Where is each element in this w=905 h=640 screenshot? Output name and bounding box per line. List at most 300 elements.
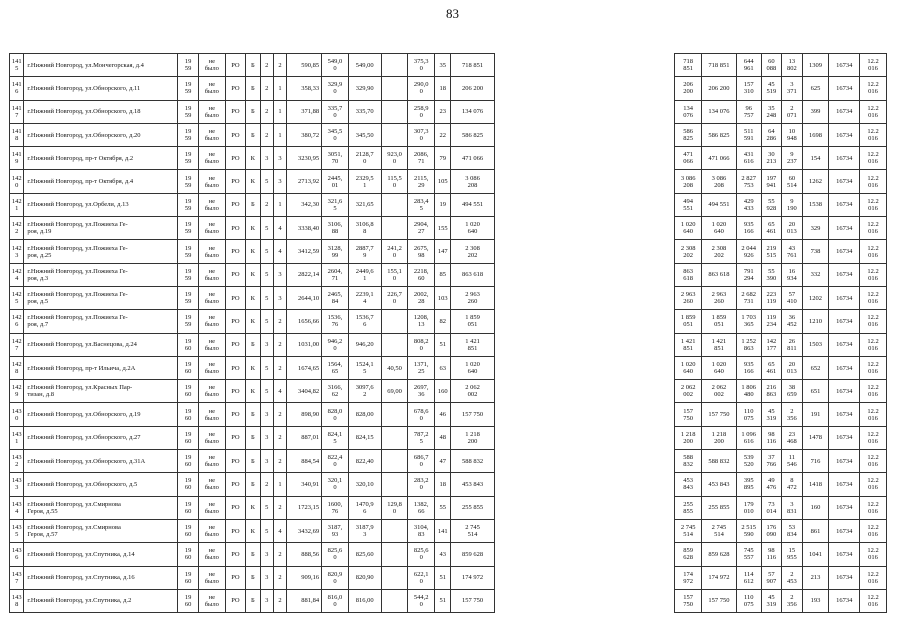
table-cell	[494, 426, 675, 449]
table-cell: 342,30	[287, 193, 322, 216]
table-cell: 863 618	[451, 263, 494, 286]
table-cell: 1 421 851	[702, 333, 737, 356]
table-cell: 55 390	[761, 263, 782, 286]
table-cell: 824,1 5	[322, 426, 349, 449]
table-cell: 63	[435, 356, 451, 379]
table-cell: РО	[225, 123, 246, 146]
table-cell: 307,3 0	[408, 123, 435, 146]
table-cell: 19 59	[178, 147, 199, 170]
table-cell: 2	[260, 100, 273, 123]
table-cell: 143 4	[10, 496, 24, 519]
table-cell: 12.2 016	[860, 450, 887, 473]
table-cell: 3 086 208	[675, 170, 702, 193]
table-cell	[381, 543, 408, 566]
table-cell: 142 9	[10, 380, 24, 403]
table-cell: 825,60	[348, 543, 381, 566]
table-cell: 19 59	[178, 54, 199, 77]
table-cell: Б	[246, 77, 260, 100]
table-cell: 2713,92	[287, 170, 322, 193]
table-cell: 142 5	[10, 286, 24, 309]
table-cell: 134 076	[702, 100, 737, 123]
table-cell: 2239,1 4	[348, 286, 381, 309]
table-cell: 5	[260, 217, 273, 240]
table-row	[10, 77, 887, 100]
table-cell: 329,9 0	[322, 77, 349, 100]
table-cell: не было	[198, 519, 225, 542]
table-cell: 9 190	[782, 193, 803, 216]
table-cell: не было	[198, 286, 225, 309]
table-cell: 822,4 0	[322, 450, 349, 473]
table-cell: 10 948	[782, 123, 803, 146]
table-cell: 345,5 0	[322, 123, 349, 146]
table-cell: К	[246, 496, 260, 519]
table-cell: К	[246, 240, 260, 263]
table-cell: РО	[225, 100, 246, 123]
table-cell: 16734	[829, 566, 860, 589]
table-cell: 3412,59	[287, 240, 322, 263]
table-cell	[494, 100, 675, 123]
table-cell: 157 750	[702, 403, 737, 426]
table-cell: 143 2	[10, 450, 24, 473]
table-cell: 622,1 0	[408, 566, 435, 589]
table-cell: не было	[198, 54, 225, 77]
table-cell: 3	[273, 263, 286, 286]
table-cell: 1 859 051	[675, 310, 702, 333]
table-cell: 12.2 016	[860, 589, 887, 612]
table-cell: 12.2 016	[860, 426, 887, 449]
table-cell: 119 234	[761, 310, 782, 333]
table-cell: Б	[246, 566, 260, 589]
table-cell: 12.2 016	[860, 77, 887, 100]
table-cell: 2	[260, 77, 273, 100]
table-cell	[381, 519, 408, 542]
table-cell: РО	[225, 147, 246, 170]
table-row	[10, 217, 887, 240]
table-cell: 863 618	[675, 263, 702, 286]
table-cell: 143 8	[10, 589, 24, 612]
table-cell: 12.2 016	[860, 380, 887, 403]
table-cell: 35	[435, 54, 451, 77]
table-cell: 651	[802, 380, 829, 403]
table-cell: 2	[273, 426, 286, 449]
table-cell: 47	[435, 450, 451, 473]
table-cell: 1 020 640	[451, 356, 494, 379]
table-cell: 1382, 66	[408, 496, 435, 519]
table-cell: 19 59	[178, 286, 199, 309]
table-cell: 909,16	[287, 566, 322, 589]
table-cell: 174 972	[451, 566, 494, 589]
table-cell: 1 218 200	[451, 426, 494, 449]
table-cell: 12.2 016	[860, 217, 887, 240]
table-cell: 2 745 514	[451, 519, 494, 542]
table-cell: 55 928	[761, 193, 782, 216]
table-cell: 157 750	[451, 403, 494, 426]
table-cell: 16734	[829, 217, 860, 240]
table-cell: 686,7 0	[408, 450, 435, 473]
table-cell: 1 806 480	[736, 380, 761, 403]
table-cell: 1 218 200	[675, 426, 702, 449]
table-cell: 5	[260, 310, 273, 333]
table-cell	[381, 217, 408, 240]
table-cell: 57 410	[782, 286, 803, 309]
table-cell: 12.2 016	[860, 333, 887, 356]
table-cell: 3	[260, 566, 273, 589]
table-cell: 179 010	[736, 496, 761, 519]
table-cell: 141	[435, 519, 451, 542]
table-row	[10, 543, 887, 566]
table-cell: 51	[435, 566, 451, 589]
table-cell: 19 60	[178, 519, 199, 542]
table-cell: 320,10	[348, 473, 381, 496]
table-cell: 19 60	[178, 356, 199, 379]
table-cell: 946,2 0	[322, 333, 349, 356]
table-cell: 79	[435, 147, 451, 170]
table-cell: 2329,5 1	[348, 170, 381, 193]
page-number: 83	[446, 6, 459, 21]
table-cell: 2904, 27	[408, 217, 435, 240]
table-cell: 143 5	[10, 519, 24, 542]
table-cell: 16734	[829, 100, 860, 123]
table-cell: 143 7	[10, 566, 24, 589]
table-cell	[494, 450, 675, 473]
table-cell: 19 59	[178, 193, 199, 216]
table-cell: 2445, 01	[322, 170, 349, 193]
table-cell: 2	[273, 333, 286, 356]
table-cell	[494, 473, 675, 496]
table-cell: г.Нижний Новгород, ул.Пожиеха Ге- роя, д.3	[24, 263, 178, 286]
table-cell	[494, 263, 675, 286]
table-cell: 85	[435, 263, 451, 286]
table-cell: 3128, 99	[322, 240, 349, 263]
table-cell: 197 941	[761, 170, 782, 193]
table-cell: 12.2 016	[860, 403, 887, 426]
table-cell: 2128,7 0	[348, 147, 381, 170]
table-cell: 2697, 36	[408, 380, 435, 403]
table-cell: 142 177	[761, 333, 782, 356]
table-cell	[494, 170, 675, 193]
table-cell: 2 062 002	[675, 380, 702, 403]
table-cell: 5	[260, 286, 273, 309]
table-cell: 103	[435, 286, 451, 309]
table-cell: 329	[802, 217, 829, 240]
table-row	[10, 147, 887, 170]
table-cell: 98 116	[761, 543, 782, 566]
table-cell: 19 59	[178, 263, 199, 286]
table-cell: 590,85	[287, 54, 322, 77]
table-cell: 115,5 0	[381, 170, 408, 193]
table-cell: 718 851	[702, 54, 737, 77]
table-cell: 60 088	[761, 54, 782, 77]
table-cell: 16734	[829, 170, 860, 193]
table-cell: 888,56	[287, 543, 322, 566]
table-cell: 49 476	[761, 473, 782, 496]
table-cell: 5	[260, 170, 273, 193]
table-cell: не было	[198, 380, 225, 403]
table-cell: Б	[246, 123, 260, 146]
table-row	[10, 123, 887, 146]
table-cell: г.Нижний Новгород, ул.Обнорского, д.31А	[24, 450, 178, 473]
table-cell	[381, 54, 408, 77]
table-cell: 471 066	[702, 147, 737, 170]
table-cell: 4	[273, 380, 286, 403]
table-cell: 588 832	[451, 450, 494, 473]
table-cell: 2 308 202	[702, 240, 737, 263]
table-cell: 2	[273, 496, 286, 519]
table-cell: 884,54	[287, 450, 322, 473]
table-cell: 114 612	[736, 566, 761, 589]
table-cell: 191	[802, 403, 829, 426]
table-cell: 219 515	[761, 240, 782, 263]
table-cell: не было	[198, 147, 225, 170]
table-cell: не было	[198, 426, 225, 449]
table-cell: 19 60	[178, 496, 199, 519]
table-cell: 43 761	[782, 240, 803, 263]
table-cell: 141 8	[10, 123, 24, 146]
table-row	[10, 519, 887, 542]
table-cell: 255 855	[702, 496, 737, 519]
table-cell: г.Нижний Новгород, ул.Спутника, д.2	[24, 589, 178, 612]
table-cell: 16734	[829, 589, 860, 612]
table-cell: 494 551	[675, 193, 702, 216]
table-cell: 12.2 016	[860, 54, 887, 77]
table-cell: 1418	[802, 473, 829, 496]
table-cell: РО	[225, 310, 246, 333]
table-cell: 155	[435, 217, 451, 240]
table-cell	[494, 217, 675, 240]
table-cell: 19 60	[178, 473, 199, 496]
table-row	[10, 473, 887, 496]
table-cell: 19 59	[178, 77, 199, 100]
table-cell: 16734	[829, 426, 860, 449]
table-cell	[381, 333, 408, 356]
table-cell	[381, 100, 408, 123]
table-cell: 935 166	[736, 356, 761, 379]
table-cell: РО	[225, 240, 246, 263]
table-cell: Б	[246, 54, 260, 77]
table-cell: 16734	[829, 240, 860, 263]
table-cell	[494, 566, 675, 589]
table-cell: 12.2 016	[860, 147, 887, 170]
table-cell: 45 319	[761, 403, 782, 426]
table-cell: 16734	[829, 496, 860, 519]
table-cell: г.Нижний Новгород, ул.Спутника, д.16	[24, 566, 178, 589]
table-cell: 1674,65	[287, 356, 322, 379]
table-cell: РО	[225, 193, 246, 216]
table-cell: 1	[273, 77, 286, 100]
table-cell: 828,00	[348, 403, 381, 426]
table-cell: г.Нижний Новгород, ул.Обнорского, д.27	[24, 426, 178, 449]
table-cell: 321,65	[348, 193, 381, 216]
table-cell: 935 166	[736, 217, 761, 240]
table-cell: не было	[198, 450, 225, 473]
table-cell: 98 116	[761, 426, 782, 449]
table-cell: 2 827 753	[736, 170, 761, 193]
table-cell: 157 750	[675, 589, 702, 612]
table-cell: 494 551	[702, 193, 737, 216]
table-cell: 816,00	[348, 589, 381, 612]
table-cell: 1524,1 5	[348, 356, 381, 379]
table-cell: 3 086 208	[451, 170, 494, 193]
table-cell: г.Нижний Новгород, ул.Орбели, д.13	[24, 193, 178, 216]
table-cell: 2	[273, 566, 286, 589]
table-cell: не было	[198, 496, 225, 519]
table-cell: 12.2 016	[860, 566, 887, 589]
table-cell: 16734	[829, 450, 860, 473]
table-cell: 1 020 640	[451, 217, 494, 240]
table-cell: 1656,66	[287, 310, 322, 333]
table-cell: 38 659	[782, 380, 803, 403]
table-cell: 2 071	[782, 100, 803, 123]
table-cell: РО	[225, 263, 246, 286]
table-cell: 716	[802, 450, 829, 473]
table-row	[10, 170, 887, 193]
table-cell: 1210	[802, 310, 829, 333]
table-cell: К	[246, 356, 260, 379]
table-cell: 16734	[829, 147, 860, 170]
table-cell: 718 851	[451, 54, 494, 77]
table-cell	[381, 589, 408, 612]
table-cell: 2 963 260	[702, 286, 737, 309]
table-cell: 46	[435, 403, 451, 426]
table-cell: не было	[198, 543, 225, 566]
table-cell: 48	[435, 426, 451, 449]
table-cell: 241,2 0	[381, 240, 408, 263]
table-cell: 19 60	[178, 333, 199, 356]
table-cell: 157 310	[736, 77, 761, 100]
table-cell: 1 859 051	[451, 310, 494, 333]
table-cell: 3187,9 3	[348, 519, 381, 542]
table-cell: К	[246, 286, 260, 309]
table-cell: 290,0 0	[408, 77, 435, 100]
table-cell: 549,0 0	[322, 54, 349, 77]
table-row	[10, 403, 887, 426]
table-cell: 12.2 016	[860, 240, 887, 263]
table-cell	[494, 403, 675, 426]
table-cell: 20 013	[782, 217, 803, 240]
table-cell: 16734	[829, 473, 860, 496]
table-cell: 160	[802, 496, 829, 519]
table-cell: 2644,10	[287, 286, 322, 309]
table-cell: 19 60	[178, 589, 199, 612]
table-cell: 1 020 640	[675, 356, 702, 379]
table-cell: не было	[198, 473, 225, 496]
table-cell: 1470,9 6	[348, 496, 381, 519]
table-cell: РО	[225, 286, 246, 309]
table-cell: 332	[802, 263, 829, 286]
table-cell: 258,9 0	[408, 100, 435, 123]
table-cell: не было	[198, 193, 225, 216]
register-body	[10, 54, 887, 613]
table-cell: 822,40	[348, 450, 381, 473]
table-cell: 19 59	[178, 240, 199, 263]
table-cell: 2	[260, 54, 273, 77]
table-cell: г.Нижний Новгород, пр-т Ильича, д.2А	[24, 356, 178, 379]
table-cell: 544,2 0	[408, 589, 435, 612]
table-cell: 18	[435, 473, 451, 496]
table-cell: 2	[260, 123, 273, 146]
table-cell: 16734	[829, 54, 860, 77]
table-cell: 223 119	[761, 286, 782, 309]
table-cell: 321,6 5	[322, 193, 349, 216]
table-cell: 22	[435, 123, 451, 146]
table-cell: 340,91	[287, 473, 322, 496]
table-cell: 358,33	[287, 77, 322, 100]
table-row	[10, 566, 887, 589]
table-cell: 371,88	[287, 100, 322, 123]
table-cell	[381, 566, 408, 589]
table-cell: 11 546	[782, 450, 803, 473]
table-cell: 19 60	[178, 543, 199, 566]
table-cell: 1 020 640	[702, 217, 737, 240]
table-cell: 23	[435, 100, 451, 123]
table-cell: 96 757	[736, 100, 761, 123]
table-cell: РО	[225, 170, 246, 193]
table-cell: 345,50	[348, 123, 381, 146]
table-cell: г.Нижний Новгород, ул.Смирнова Героя, д.55	[24, 496, 178, 519]
table-cell: 206 200	[702, 77, 737, 100]
table-cell: 16734	[829, 380, 860, 403]
table-cell: 142 1	[10, 193, 24, 216]
table-cell: 65 461	[761, 217, 782, 240]
table-cell: 2 044 926	[736, 240, 761, 263]
table-row	[10, 496, 887, 519]
table-cell: 881,84	[287, 589, 322, 612]
table-cell: г.Нижний Новгород, ул.Смирнова Героя, д.57	[24, 519, 178, 542]
table-cell: 57 907	[761, 566, 782, 589]
table-cell: 5	[260, 519, 273, 542]
table-cell: 2449,6 1	[348, 263, 381, 286]
table-cell: 23 468	[782, 426, 803, 449]
table-cell: 45 319	[761, 589, 782, 612]
table-cell	[494, 333, 675, 356]
table-cell: г.Нижний Новгород, пр-т Октября, д.2	[24, 147, 178, 170]
table-cell: г.Нижний Новгород, ул.Красных Пар- тизан, д.8	[24, 380, 178, 403]
table-cell: 2 682 731	[736, 286, 761, 309]
table-cell: 1600, 76	[322, 496, 349, 519]
table-cell: 13 802	[782, 54, 803, 77]
table-cell: 588 832	[702, 450, 737, 473]
table-cell: 157 750	[451, 589, 494, 612]
table-row	[10, 380, 887, 403]
table-cell: 16734	[829, 263, 860, 286]
table-cell: 3 371	[782, 77, 803, 100]
table-cell: не было	[198, 123, 225, 146]
table-cell: 142 7	[10, 333, 24, 356]
table-cell: 898,90	[287, 403, 322, 426]
table-cell: 64 286	[761, 123, 782, 146]
table-cell: 3	[260, 589, 273, 612]
table-cell: РО	[225, 473, 246, 496]
table-cell: 16734	[829, 356, 860, 379]
table-cell: Б	[246, 333, 260, 356]
table-cell: Б	[246, 589, 260, 612]
table-cell: 3 831	[782, 496, 803, 519]
table-cell: 4	[273, 519, 286, 542]
table-cell: 19 60	[178, 566, 199, 589]
table-cell: 2	[273, 310, 286, 333]
table-cell: К	[246, 147, 260, 170]
table-cell: 2 308 202	[451, 240, 494, 263]
table-cell: 19 59	[178, 123, 199, 146]
table-cell: 2465, 84	[322, 286, 349, 309]
table-cell: 155,1 0	[381, 263, 408, 286]
table-cell: 335,7 0	[322, 100, 349, 123]
table-cell: 142 6	[10, 310, 24, 333]
table-cell: 2 515 590	[736, 519, 761, 542]
table-cell: 2	[273, 403, 286, 426]
table-cell: РО	[225, 54, 246, 77]
table-cell: не было	[198, 589, 225, 612]
